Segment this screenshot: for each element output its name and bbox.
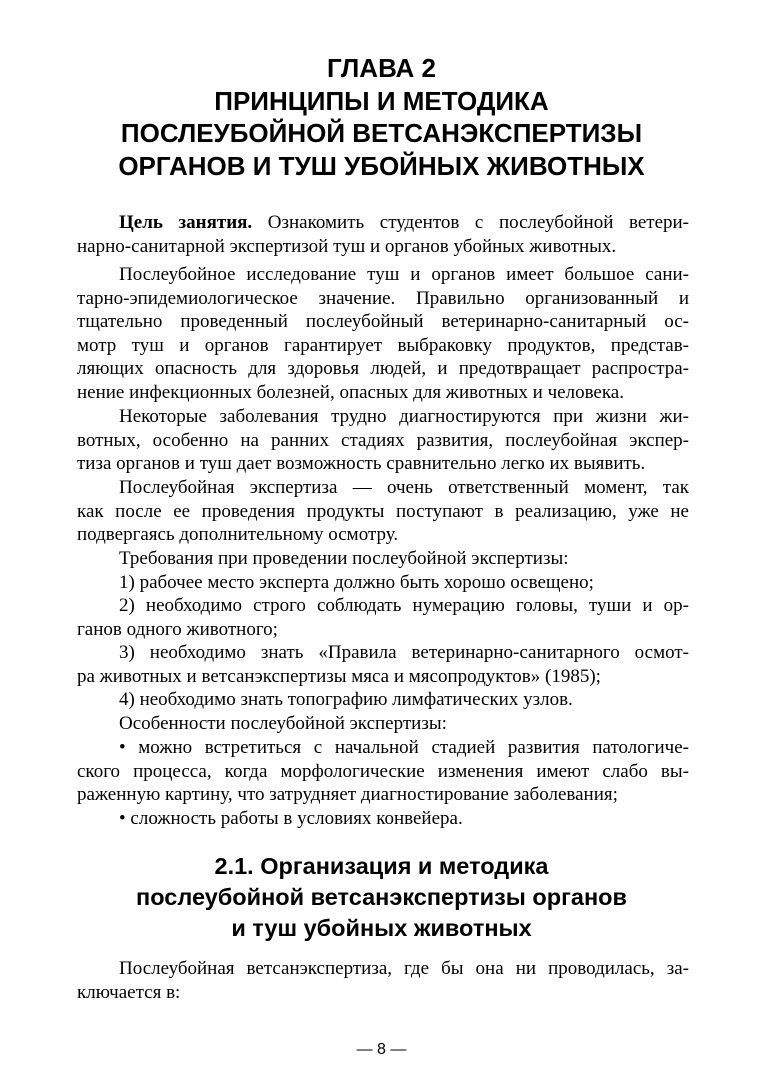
- text-line: Требования при проведении послеубойной экспертизы:: [119, 548, 569, 569]
- text-line: 4) необходимо знать топографию лимфатических узлов.: [119, 689, 573, 710]
- goal-text: Ознакомить студентов с послеубойной ветери-: [252, 212, 689, 233]
- chapter-title-line: ПОСЛЕУБОЙНОЙ ВЕТСАНЭКСПЕРТИЗЫ: [120, 118, 643, 149]
- text-line: 3) необходимо знать «Правила ветеринарно-санитарного осмот-: [119, 642, 689, 663]
- text-line: ключается в:: [77, 981, 181, 1003]
- body-paragraph-2: [77, 405, 689, 476]
- requirement-4: [77, 688, 689, 712]
- text-line: нение инфекционных болезней, опасных для животных и человека.: [77, 381, 624, 403]
- text-line: мотр туш и органов гарантирует выбраковку продуктов, представ-: [77, 334, 689, 356]
- body-paragraph-1: [77, 263, 689, 405]
- body-paragraph-3: [77, 476, 689, 547]
- feature-bullet-2: [77, 807, 689, 831]
- section-title-line: и туш убойных животных: [231, 915, 532, 941]
- text-line: Некоторые заболевания трудно диагностируются при жизни жи-: [119, 406, 689, 427]
- page-number: — 8 —: [356, 1041, 407, 1058]
- section-title-line: послеубойной ветсанэкспертизы органов: [136, 884, 627, 910]
- text-line: ра животных и ветсанэкспертизы мяса и мясопродуктов» (1985);: [77, 665, 601, 687]
- text-line: раженную картину, что затрудняет диагностирование заболевания;: [77, 784, 618, 806]
- chapter-number: ГЛАВА 2: [326, 53, 437, 83]
- requirement-3: [77, 641, 689, 688]
- text-line: ганов одного животного;: [77, 618, 278, 640]
- text-line: как после ее проведения продукты поступают в реализацию, уже не: [77, 500, 689, 522]
- text-line: тарно-эпидемиологическое значение. Правильно организованный и: [77, 287, 689, 309]
- requirement-1: [77, 571, 689, 595]
- text-line: подвергаясь дополнительному осмотру.: [77, 524, 399, 546]
- section-title-line: 2.1. Организация и методика: [214, 853, 549, 879]
- text-line: Особенности послеубойной экспертизы:: [119, 713, 447, 734]
- requirements-intro: [77, 547, 689, 571]
- section-title: [0, 851, 763, 944]
- text-line: ского процесса, когда морфологические изменения имеют слабо вы-: [77, 760, 689, 782]
- text-line: вотных, особенно на ранних стадиях развития, послеубойная экспер-: [77, 429, 689, 451]
- text-line: 1) рабочее место эксперта должно быть хорошо освещено;: [119, 572, 594, 593]
- text-line: Послеубойная экспертиза — очень ответственный момент, так: [119, 477, 689, 498]
- text-line: тщательно проведенный послеубойный ветеринарно-санитарный ос-: [77, 311, 689, 333]
- goal-line: [77, 211, 689, 235]
- text-line: Послеубойное исследование туш и органов имеет большое сани-: [119, 264, 689, 285]
- goal-line: нарно-санитарной экспертизой туш и органов убойных животных.: [77, 235, 617, 257]
- chapter-title: [0, 52, 763, 182]
- text-line: Послеубойная ветсанэкспертиза, где бы она ни проводилась, за-: [119, 958, 689, 979]
- section-paragraph: [77, 957, 689, 1004]
- chapter-title-line: ПРИНЦИПЫ И МЕТОДИКА: [214, 85, 549, 116]
- text-line: • сложность работы в условиях конвейера.: [119, 808, 463, 829]
- goal-label: Цель занятия.: [119, 212, 253, 233]
- feature-bullet-1: [77, 736, 689, 807]
- text-line: ляющих опасность для здоровья людей, и предотвращает распростра-: [77, 358, 689, 380]
- chapter-title-line: ОРГАНОВ И ТУШ УБОЙНЫХ ЖИВОТНЫХ: [118, 150, 645, 181]
- text-line: тиза органов и туш дает возможность сравнительно легко их выявить.: [77, 453, 646, 475]
- text-line: • можно встретиться с начальной стадией развития патологиче-: [119, 737, 689, 758]
- goal-paragraph: [77, 211, 689, 258]
- features-intro: [77, 712, 689, 736]
- requirement-2: [77, 594, 689, 641]
- text-line: 2) необходимо строго соблюдать нумерацию головы, туши и ор-: [119, 595, 689, 616]
